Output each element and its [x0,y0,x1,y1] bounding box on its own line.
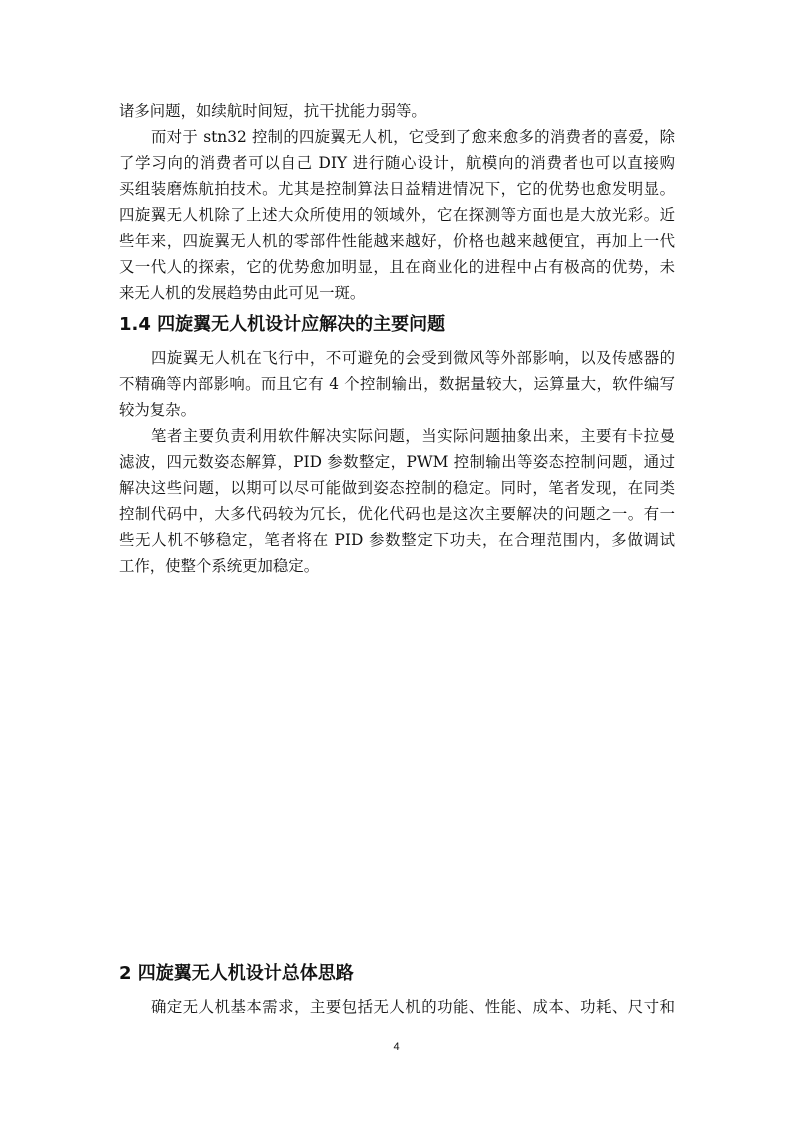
s14-para1-line-2: 不精确等内部影响。而且它有 4 个控制输出，数据量较大，运算量大，软件编写 [119,375,675,393]
para2-line-7: 来无人机的发展趋势由此可见一斑。 [119,284,366,302]
s14-para2-line-4: 控制代码中，大多代码较为冗长，优化代码也是这次主要解决的问题之一。有一 [119,505,675,523]
para2-line-6: 又一代人的探索，它的优势愈加明显，且在商业化的进程中占有极高的优势，未 [119,258,675,276]
section-2-heading: 2 四旋翼无人机设计总体思路 [119,963,354,984]
s14-para1-line-1: 四旋翼无人机在飞行中，不可避免的会受到微风等外部影响，以及传感器的 [151,349,675,367]
s2-para1-line-1: 确定无人机基本需求，主要包括无人机的功能、性能、成本、功耗、尺寸和 [151,998,675,1016]
s14-para2-line-3: 解决这些问题，以期可以尽可能做到姿态控制的稳定。同时，笔者发现，在同类 [119,479,675,497]
page-number: 4 [393,1041,400,1053]
s14-para2-line-6: 工作，使整个系统更加稳定。 [119,557,320,575]
s14-para2-line-5: 些无人机不够稳定，笔者将在 PID 参数整定下功夫，在合理范围内，多做调试 [119,531,675,549]
para2-line-3: 买组装磨炼航拍技术。尤其是控制算法日益精进情况下，它的优势也愈发明显。 [119,180,675,198]
para1-line-1: 诸多问题，如续航时间短，抗干扰能力弱等。 [119,102,427,120]
para2-line-2: 了学习向的消费者可以自己 DIY 进行随心设计，航模向的消费者也可以直接购 [119,154,675,172]
para2-line-5: 些年来，四旋翼无人机的零部件性能越来越好，价格也越来越便宜，再加上一代 [119,232,675,250]
s14-para2-line-1: 笔者主要负责利用软件解决实际问题，当实际问题抽象出来，主要有卡拉曼 [151,427,675,445]
para2-line-4: 四旋翼无人机除了上述大众所使用的领域外，它在探测等方面也是大放光彩。近 [119,206,675,224]
para2-line-1: 而对于 stn32 控制的四旋翼无人机，它受到了愈来愈多的消费者的喜爱，除 [151,128,675,146]
s14-para1-line-3: 较为复杂。 [119,401,196,419]
s14-para2-line-2: 滤波，四元数姿态解算，PID 参数整定，PWM 控制输出等姿态控制问题，通过 [119,453,675,471]
section-1-4-heading: 1.4 四旋翼无人机设计应解决的主要问题 [119,314,446,335]
